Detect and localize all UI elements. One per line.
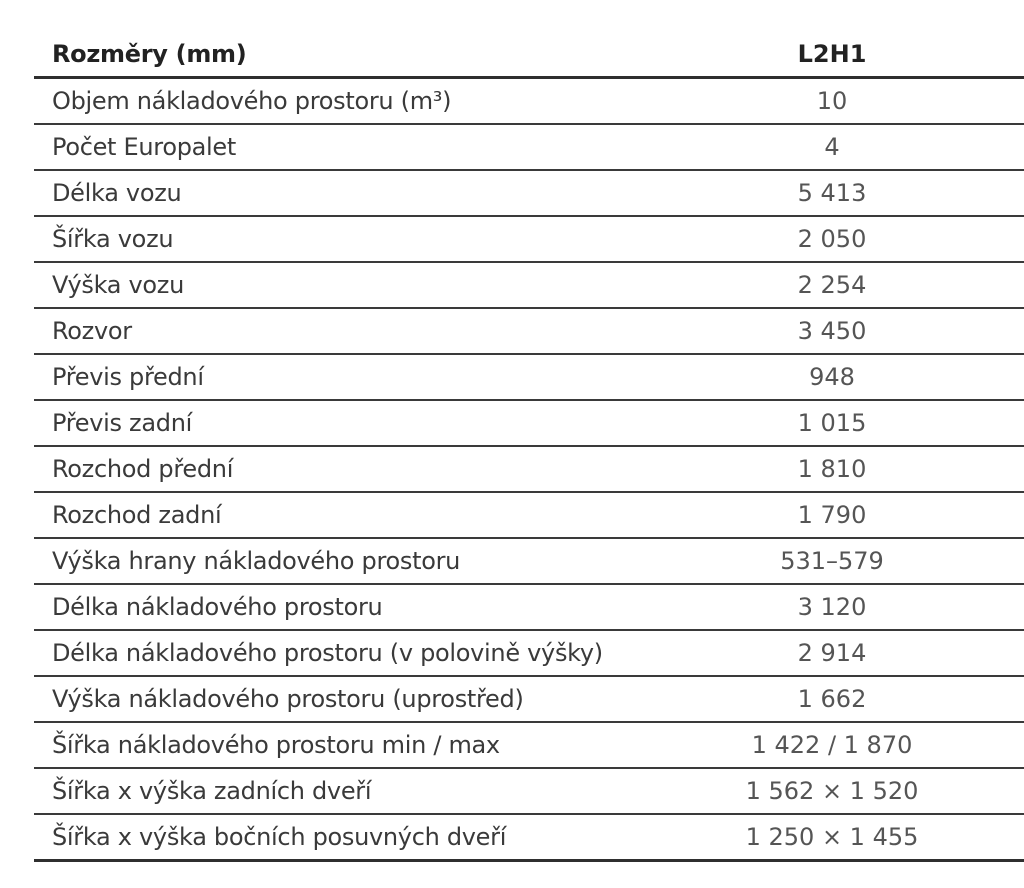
row-label: Výška hrany nákladového prostoru [52,547,461,575]
row-value: 5 413 [797,179,867,207]
row-value: 2 254 [797,271,867,299]
row-value: 4 [824,133,840,161]
row-label: Převis zadní [52,409,192,437]
table-row [34,723,1024,769]
table-row [34,355,1024,401]
row-label: Délka nákladového prostoru [52,593,383,621]
table-row [34,815,1024,862]
table-row [34,217,1024,263]
row-value: 1 015 [797,409,867,437]
row-label: Šířka nákladového prostoru min / max [52,731,500,759]
row-label: Výška nákladového prostoru (uprostřed) [52,685,524,713]
table-row [34,493,1024,539]
row-label: Rozvor [52,317,132,345]
table-row [34,79,1024,125]
row-value: 3 120 [797,593,867,621]
row-value: 2 050 [797,225,867,253]
table-row [34,447,1024,493]
dimensions-table [34,32,1024,862]
row-value: 1 810 [797,455,867,483]
table-row [34,263,1024,309]
row-label: Výška vozu [52,271,184,299]
table-row [34,171,1024,217]
header-label: Rozměry (mm) [52,40,247,68]
table-row [34,401,1024,447]
row-value: 1 562 × 1 520 [745,777,919,805]
table-header-row [34,32,1024,79]
row-label: Šířka x výška zadních dveří [52,777,372,805]
row-value: 531–579 [780,547,884,575]
row-label: Převis přední [52,363,204,391]
row-label: Šířka vozu [52,225,174,253]
row-value: 1 422 / 1 870 [751,731,913,759]
row-label: Rozchod zadní [52,501,222,529]
row-label: Rozchod přední [52,455,234,483]
table-row [34,585,1024,631]
row-value: 10 [816,87,848,115]
table-row [34,677,1024,723]
table-row [34,769,1024,815]
row-value: 1 790 [797,501,867,529]
row-value: 3 450 [797,317,867,345]
row-label: Délka nákladového prostoru (v polovině výšky) [52,639,603,667]
row-value: 1 662 [797,685,867,713]
row-label: Délka vozu [52,179,182,207]
table-row [34,125,1024,171]
header-variant: L2H1 [797,40,867,68]
table-body [34,79,1024,862]
table-row [34,539,1024,585]
table-row [34,309,1024,355]
row-value: 2 914 [797,639,867,667]
row-value: 948 [809,363,855,391]
row-label: Počet Europalet [52,133,236,161]
row-label: Objem nákladového prostoru (m³) [52,87,452,115]
row-value: 1 250 × 1 455 [745,823,919,851]
table-row [34,631,1024,677]
row-label: Šířka x výška bočních posuvných dveří [52,823,507,851]
